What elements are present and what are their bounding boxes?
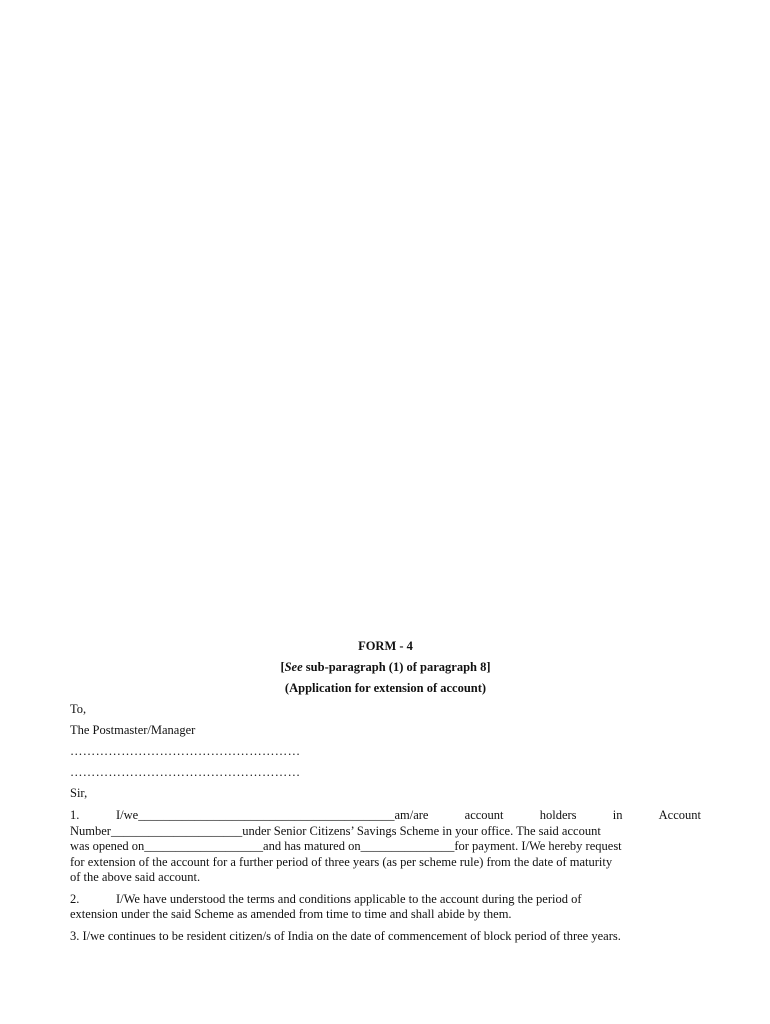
- paragraph-1-line-5: of the above said account.: [70, 870, 201, 884]
- paragraph-2-number: 2.: [70, 891, 80, 906]
- paragraph-1-word-holders: holders: [539, 808, 577, 822]
- paragraph-1-line-4: for extension of the account for a further period of three years (as per scheme rule) from the date of maturity: [70, 854, 613, 869]
- form-block: [70, 636, 701, 944]
- address-recipient: The Postmaster/Manager: [70, 723, 196, 737]
- form-subtitle: [70, 657, 701, 678]
- paragraph-1: [70, 808, 701, 886]
- paragraph-2-line-2: extension under the said Scheme as amended from time to time and shall abide by them.: [70, 907, 512, 921]
- paragraph-1-head: [70, 808, 428, 824]
- paragraph-1-line-3: was opened on___________________and has matured on_______________for payment. I/We hereby request: [70, 839, 622, 853]
- paragraph-2: [70, 892, 701, 923]
- subtitle-see: See: [284, 660, 303, 674]
- paragraph-1-word-account-2: Account: [658, 808, 701, 822]
- salutation: Sir,: [70, 786, 88, 800]
- paragraph-2-line-1: [70, 892, 701, 908]
- paragraph-1-line-2: Number_____________________under Senior Citizens’ Savings Scheme in your office. The said account: [70, 823, 601, 838]
- form-heading: (Application for extension of account): [284, 681, 487, 695]
- address-line-1: ………………………………………………: [70, 744, 301, 758]
- paragraph-2-text-1: I/We have understood the terms and conditions applicable to the account during the period of: [116, 891, 582, 906]
- paragraph-1-number: 1.: [70, 808, 80, 822]
- subtitle-rest: sub-paragraph (1) of paragraph 8]: [302, 660, 491, 674]
- paragraph-3: 3. I/we continues to be resident citizen/s of India on the date of commencement of block period of three years.: [70, 928, 621, 943]
- subtitle-open-bracket: [: [280, 660, 285, 674]
- paragraph-1-word-account: account: [464, 808, 504, 822]
- address-to: To,: [70, 702, 87, 716]
- paragraph-1-word-in: in: [612, 808, 623, 822]
- paragraph-1-name-blank: I/we_________________________________________am/are: [116, 808, 429, 822]
- form-title: FORM - 4: [358, 639, 413, 653]
- paragraph-1-line-1: [70, 808, 701, 824]
- address-line-2: ………………………………………………: [70, 765, 301, 779]
